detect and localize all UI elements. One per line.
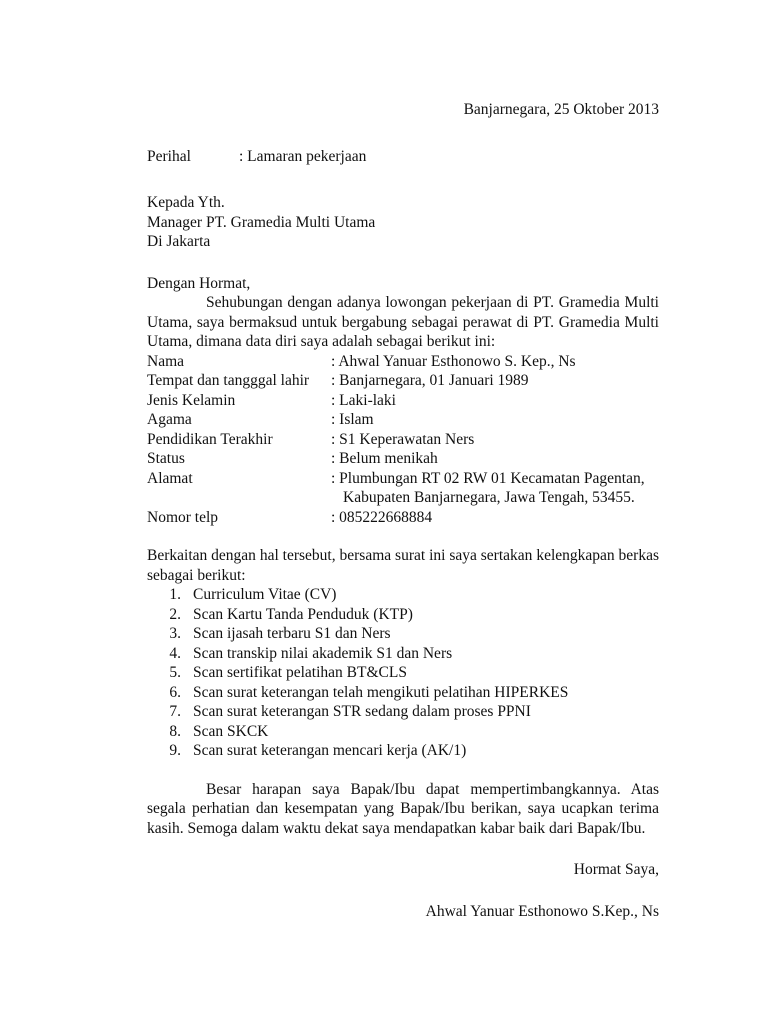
list-number: 8. <box>169 722 181 740</box>
letter-page <box>147 100 659 921</box>
field-row-address <box>147 469 659 489</box>
address-continuation: Kabupaten Banjarnegara, Jawa Tengah, 53455. <box>343 489 635 506</box>
field-label: Nama <box>147 352 185 370</box>
recipient-line: Di Jakarta <box>147 233 211 250</box>
list-item <box>147 702 659 722</box>
field-row <box>147 391 659 411</box>
phone-label: Nomor telp <box>147 508 219 526</box>
list-item <box>147 624 659 644</box>
personal-data-table <box>147 352 659 528</box>
field-row <box>147 410 659 430</box>
list-number: 3. <box>169 625 181 642</box>
closing-paragraph: Besar harapan saya Bapak/Ibu dapat mempertimbangkannya. Atas segala perhatian dan kesempatan yang Bapak/Ibu berikan, saya ucapkan terima kasih. Semoga dalam waktu dekat saya mendapatkan kabar baik dari Bapak/Ibu. <box>147 780 659 837</box>
field-value: : Banjarnegara, 01 Januari 1989 <box>331 372 529 389</box>
field-label: Jenis Kelamin <box>147 391 236 409</box>
field-value: : S1 Keperawatan Ners <box>331 430 475 448</box>
recipient-line: Kepada Yth. <box>147 194 225 211</box>
list-item <box>147 605 659 625</box>
list-item <box>147 585 659 605</box>
field-label: Alamat <box>147 469 193 487</box>
phone-value: : 085222668884 <box>331 508 433 526</box>
field-row-phone <box>147 508 659 528</box>
subject-value: : Lamaran pekerjaan <box>239 147 367 165</box>
list-number: 9. <box>169 742 181 759</box>
attachments-list <box>147 585 659 761</box>
list-number: 5. <box>169 664 181 681</box>
field-value: : Laki-laki <box>331 391 396 409</box>
closing-salutation: Hormat Saya, <box>573 861 659 878</box>
field-label: Pendidikan Terakhir <box>147 430 273 448</box>
list-number: 1. <box>169 586 181 603</box>
subject-label: Perihal <box>147 147 191 165</box>
recipient-line: Manager PT. Gramedia Multi Utama <box>147 213 376 231</box>
list-text: Scan ijasah terbaru S1 dan Ners <box>193 625 391 642</box>
signature-name: Ahwal Yanuar Esthonowo S.Kep., Ns <box>425 902 659 920</box>
field-row <box>147 371 659 391</box>
subject-line <box>147 147 659 167</box>
list-item <box>147 683 659 703</box>
letter-date: Banjarnegara, 25 Oktober 2013 <box>463 101 659 118</box>
list-text: Scan transkip nilai akademik S1 dan Ners <box>193 644 453 662</box>
list-text: Scan SKCK <box>193 722 269 740</box>
list-text: Scan surat keterangan STR sedang dalam proses PPNI <box>193 703 531 720</box>
field-row <box>147 352 659 372</box>
field-label: Tempat dan tangggal lahir <box>147 372 310 389</box>
attachments-intro: Berkaitan dengan hal tersebut, bersama surat ini saya sertakan kelengkapan berkas sebagai berikut: <box>147 547 659 584</box>
list-text: Curriculum Vitae (CV) <box>193 586 337 603</box>
intro-paragraph: Sehubungan dengan adanya lowongan pekerjaan di PT. Gramedia Multi Utama, saya bermaksud untuk bergabung sebagai perawat di PT. Gramedia Multi Utama, dimana data diri saya adalah sebagai berikut ini: <box>147 294 659 350</box>
list-number: 7. <box>169 703 181 720</box>
recipient-block <box>147 193 659 252</box>
list-number: 6. <box>169 683 181 701</box>
field-value: : Belum menikah <box>331 450 438 467</box>
list-item <box>147 722 659 742</box>
field-value: : Plumbungan RT 02 RW 01 Kecamatan Pagentan, <box>331 469 645 487</box>
list-item <box>147 741 659 761</box>
field-row <box>147 449 659 469</box>
list-number: 4. <box>169 644 181 662</box>
list-number: 2. <box>169 605 181 623</box>
list-item <box>147 644 659 664</box>
list-text: Scan sertifikat pelatihan BT&CLS <box>193 664 407 681</box>
list-text: Scan surat keterangan telah mengikuti pelatihan HIPERKES <box>193 683 569 701</box>
field-value: : Islam <box>331 411 374 428</box>
field-label: Status <box>147 450 185 467</box>
greeting: Dengan Hormat, <box>147 274 251 292</box>
list-text: Scan Kartu Tanda Penduduk (KTP) <box>193 605 413 623</box>
list-item <box>147 663 659 683</box>
field-value: : Ahwal Yanuar Esthonowo S. Kep., Ns <box>331 352 576 370</box>
field-label: Agama <box>147 411 192 428</box>
list-text: Scan surat keterangan mencari kerja (AK/1) <box>193 742 467 759</box>
field-row <box>147 430 659 450</box>
